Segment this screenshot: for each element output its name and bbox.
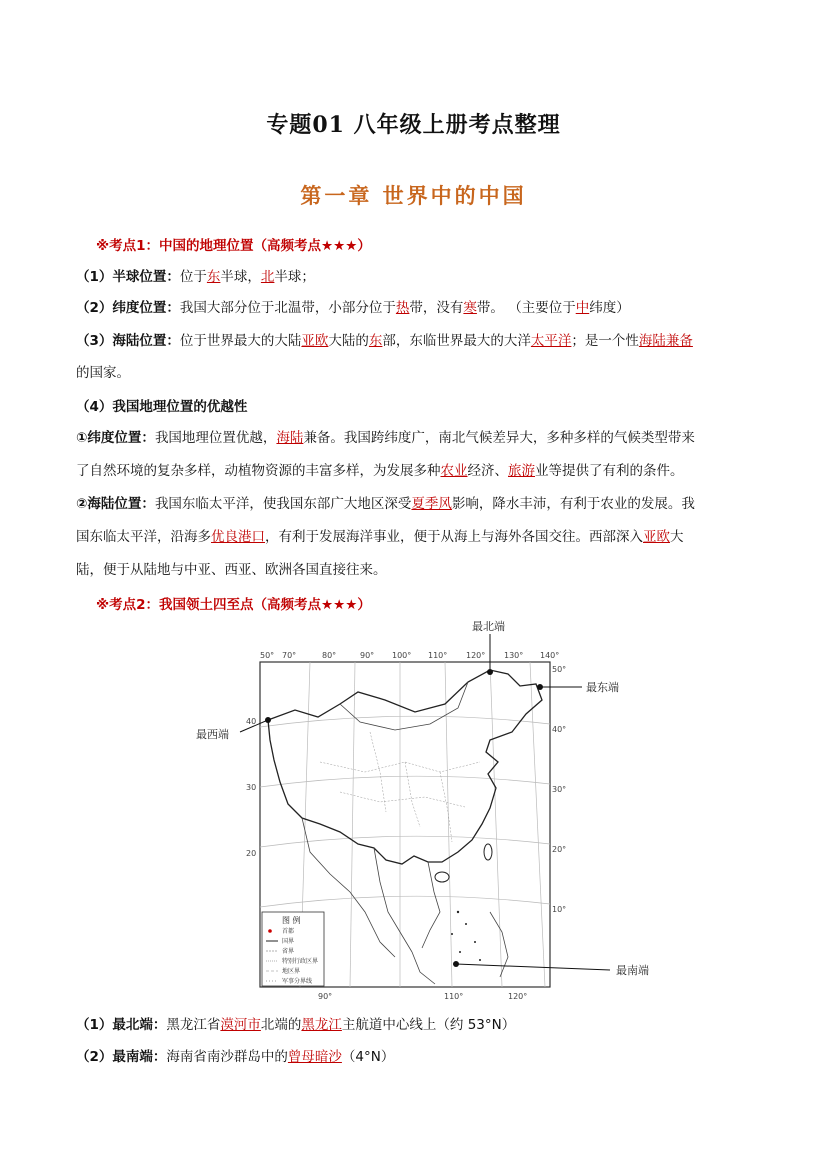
tick-top-6: 120° — [466, 651, 486, 660]
sea-land-position-cont: 的国家。 — [76, 365, 130, 381]
page-title: 专题01 八年级上册考点整理 — [266, 112, 561, 138]
tick-bottom-1: 110° — [444, 992, 464, 1001]
legend-title: 图 例 — [282, 916, 301, 925]
advantage-latitude-cont: 了自然环境的复杂多样，动植物资源的丰富多样，为发展多种农业经济、旅游业等提供了有利的条件。 — [76, 463, 684, 479]
advantage-latitude: ①纬度位置：我国地理位置优越，海陆兼备。我国跨纬度广，南北气候差异大，多种多样的气候类型带来 — [76, 430, 695, 446]
east-label: 最东端 — [586, 681, 619, 694]
legend-item-0: 首都 — [282, 928, 295, 935]
map-legend — [262, 912, 324, 986]
tick-top-8: 140° — [540, 651, 560, 660]
legend-item-3: 特别行政区界 — [282, 958, 319, 965]
sea-land-position: （3）海陆位置：位于世界最大的大陆亚欧大陆的东部，东临世界最大的大洋太平洋；是一个性海陆兼备 — [76, 333, 693, 349]
latitude-position: （2）纬度位置：我国大部分位于北温带，小部分位于热带，没有寒带。 （主要位于中纬度） — [76, 300, 630, 316]
advantage-sea-land: ②海陆位置：我国东临太平洋，使我国东部广大地区深受夏季风影响，降水丰沛，有利于农业的发展。我 — [76, 496, 695, 512]
advantage-heading: （4）我国地理位置的优越性 — [76, 399, 248, 415]
advantage-sea-land-cont2: 陆，便于从陆地与中亚、西亚、欧洲各国直接往来。 — [76, 562, 387, 578]
tick-top-0: 50° — [260, 651, 275, 660]
legend-item-2: 省界 — [282, 948, 295, 955]
exam-point-2-heading: ※考点2：我国领土四至点（高频考点★★★） — [96, 597, 371, 613]
legend-item-1: 国界 — [282, 938, 295, 945]
tick-bottom-2: 120° — [508, 992, 528, 1001]
tick-left-1: 30 — [246, 783, 257, 792]
tick-top-2: 80° — [322, 651, 337, 660]
tick-right-4: 10° — [552, 905, 567, 914]
china-extreme-points-map — [190, 612, 660, 1007]
tick-left-2: 20 — [246, 849, 257, 858]
tick-top-1: 70° — [282, 651, 297, 660]
tick-top-3: 90° — [360, 651, 375, 660]
hemisphere-position: （1）半球位置：位于东半球，北半球； — [76, 269, 315, 285]
west-label: 最西端 — [196, 728, 229, 741]
legend-item-4: 地区界 — [282, 968, 301, 975]
tick-left-0: 40 — [246, 717, 257, 726]
tick-right-1: 40° — [552, 725, 567, 734]
tick-top-4: 100° — [392, 651, 412, 660]
northernmost-point: （1）最北端：黑龙江省漠河市北端的黑龙江主航道中心线上（约 53°N） — [76, 1017, 516, 1033]
tick-right-0: 50° — [552, 665, 567, 674]
tick-right-2: 30° — [552, 785, 567, 794]
tick-right-3: 20° — [552, 845, 567, 854]
tick-top-7: 130° — [504, 651, 524, 660]
southernmost-point: （2）最南端：海南省南沙群岛中的曾母暗沙（4°N） — [76, 1049, 395, 1065]
legend-item-5: 军事分界线 — [282, 978, 313, 985]
south-label: 最南端 — [616, 964, 649, 977]
tick-bottom-0: 90° — [318, 992, 333, 1001]
tick-top-5: 110° — [428, 651, 448, 660]
advantage-sea-land-cont: 国东临太平洋，沿海多优良港口，有利于发展海洋事业，便于从海上与海外各国交往。西部深入亚欧大 — [76, 529, 684, 545]
exam-point-1-heading: ※考点1：中国的地理位置（高频考点★★★） — [96, 238, 371, 254]
north-label: 最北端 — [472, 620, 505, 633]
chapter-heading: 第一章 世界中的中国 — [300, 183, 527, 208]
